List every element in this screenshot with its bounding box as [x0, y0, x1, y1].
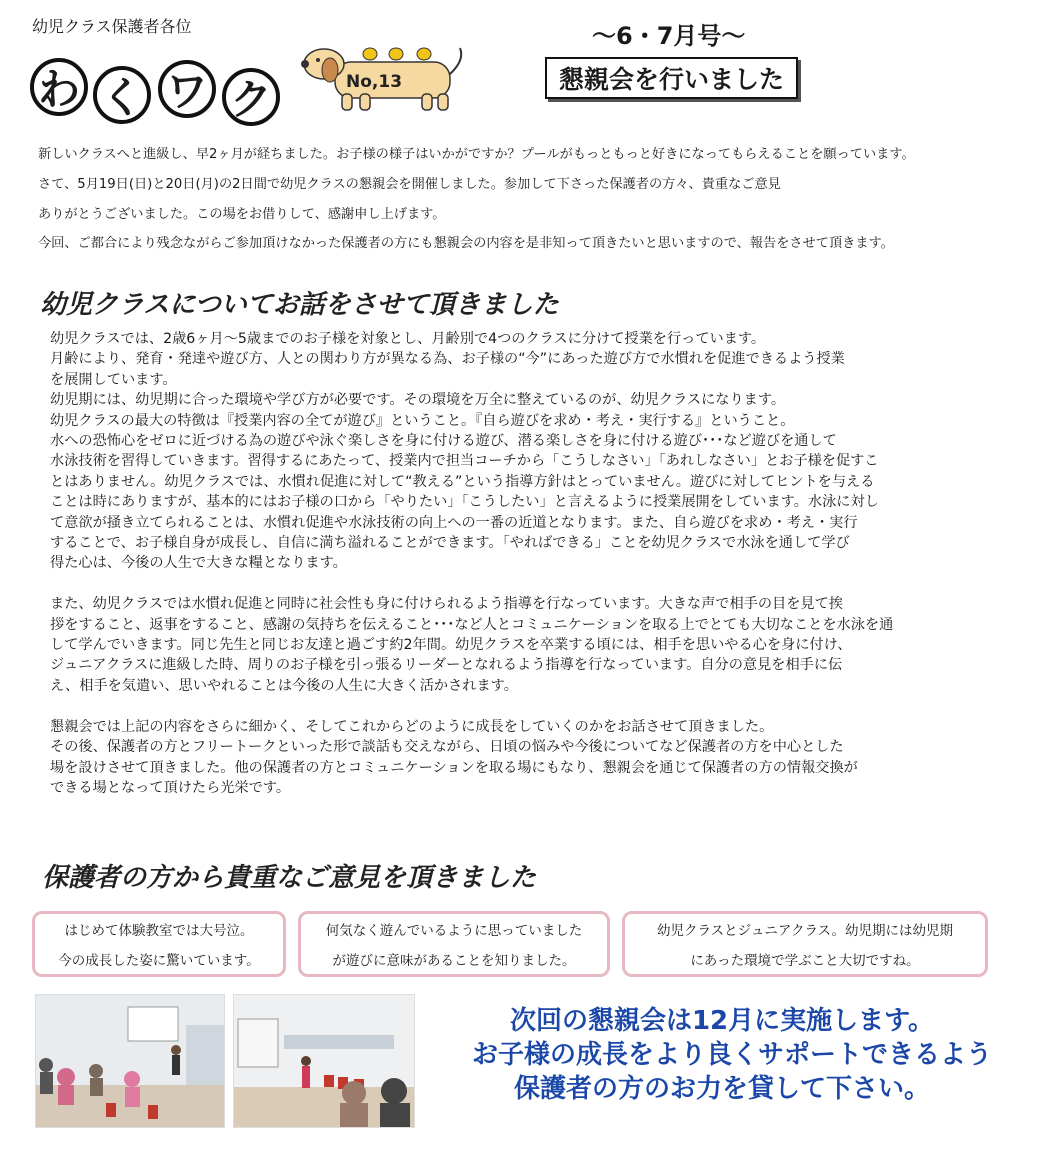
- notice-line: 保護者の方のお力を貸して下さい。: [513, 1074, 930, 1104]
- logo-char-1: わ: [30, 58, 88, 116]
- meeting-photo-1: [35, 994, 225, 1128]
- body-line: 幼児クラスでは、2歳6ヶ月～5歳までのお子様を対象とし、月齢別で4つのクラスに分けて授業を行っています。: [50, 331, 766, 347]
- body-line: を展開しています。: [50, 371, 177, 388]
- section-heading-1: 幼児クラスについてお話をさせて頂きました: [40, 290, 559, 320]
- section1-body: [50, 329, 985, 798]
- body-line: て意欲が掻き立てられることは、水慣れ促進や水泳技術の向上への一番の近道となります。また、自ら遊びを求め・考え・実行: [50, 514, 858, 531]
- body-line: 水への恐怖心をゼロに近づける為の遊びや泳ぐ楽しさを身に付ける遊び、潜る楽しさを身に付ける遊び･･･など遊びを通して: [50, 433, 837, 450]
- opinion-line: が遊びに意味があることを知りました。: [332, 953, 576, 969]
- headline: 懇親会を行いました: [545, 57, 798, 99]
- paragraph-gap: [50, 574, 985, 594]
- opinion-card-1: [32, 911, 286, 977]
- body-line: その後、保護者の方とフリートークといった形で談話も交えながら、日頃の悩みや今後についてなど保護者の方を中心とした: [50, 739, 844, 756]
- body-line: して学んでいきます。同じ先生と同じお友達と過ごす約2年間。幼児クラスを卒業する頃には、相手を思いやる心を身に付け、: [50, 637, 852, 654]
- paragraph-gap: [50, 696, 985, 716]
- opinion-card-2: [298, 911, 610, 977]
- addressee: 幼児クラス保護者各位: [32, 17, 192, 36]
- opinion-card-3: [622, 911, 988, 977]
- logo-char-4: ク: [222, 68, 280, 126]
- body-line: 懇親会では上記の内容をさらに細かく、そしてこれからどのように成長をしていくのかをお話させて頂きました。: [50, 718, 774, 735]
- logo-char-2: く: [93, 66, 151, 124]
- body-line: 幼児クラスの最大の特徴は『授業内容の全てが遊び』ということ。『自ら遊びを求め・考え・実行する』ということ。: [50, 412, 795, 429]
- opinion-line: はじめて体験教室では大号泣。: [64, 923, 254, 939]
- intro-line: 今回、ご都合により残念ながらご参加頂けなかった保護者の方にも懇親会の内容を是非知って頂きたいと思いますので、報告をさせて頂きます。: [38, 236, 894, 251]
- opinion-line: 何気なく遊んでいるように思っていました: [325, 923, 583, 939]
- body-line: 場を設けさせて頂きました。他の保護者の方とコミュニケーションを取る場にもなり、懇親会を通じて保護者の方の情報交換が: [50, 759, 858, 776]
- body-line: また、幼児クラスでは水慣れ促進と同時に社会性も身に付けられるよう指導を行なっています。大きな声で相手の目を見て挨: [50, 596, 843, 613]
- body-line: ことは時にありますが、基本的にはお子様の口から「やりたい」「こうしたい」と言えるように授業展開をしています。水泳に対し: [50, 494, 879, 511]
- body-line: ジュニアクラスに進級した時、周りのお子様を引っ張るリーダーとなれるよう指導を行なっています。自分の意見を相手に伝: [50, 657, 843, 674]
- body-line: 幼児期には、幼児期に合った環境や学び方が必要です。その環境を万全に整えているのが、幼児クラスになります。: [50, 392, 786, 409]
- notice-line: 次回の懇親会は12月に実施します。: [509, 1006, 935, 1036]
- next-meeting-notice: [472, 1004, 993, 1106]
- body-line: 水泳技術を習得していきます。習得するにあたって、授業内で担当コーチから「こうしなさい」「あれしなさい」とお子様を促すこ: [50, 453, 879, 470]
- issue-date: ～6・7月号～: [592, 22, 746, 50]
- logo-char-3: ワ: [158, 60, 216, 118]
- opinion-line: 幼児クラスとジュニアクラス。幼児期には幼児期: [657, 923, 953, 939]
- opinion-line: 今の成長した姿に驚いています。: [58, 953, 260, 969]
- body-line: 得た心は、今後の人生で大きな糧となります。: [50, 555, 347, 572]
- body-line: できる場となって頂けたら光栄です。: [50, 779, 291, 796]
- body-line: え、相手を気遣い、思いやれることは今後の人生に大きく活かされます。: [50, 677, 518, 694]
- intro-line: さて、5月19日(日)と20日(月)の2日間で幼児クラスの懇親会を開催しました。参加して下さった保護者の方々、貴重なご意見: [38, 177, 781, 192]
- body-line: することで、お子様自身が成長し、自信に満ち溢れることができます。「やればできる」ことを幼児クラスで水泳を通して学び: [50, 535, 850, 552]
- intro-line: 新しいクラスへと進級し、早2ヶ月が経ちました。お子様の様子はいかがですか？プールがもっともっと好きになってもらえることを願っています。: [38, 147, 915, 162]
- notice-line: お子様の成長をより良くサポートできるよう: [472, 1040, 993, 1070]
- meeting-photo-2: [233, 994, 415, 1128]
- body-line: 拶をすること、返事をすること、感謝の気持ちを伝えること･･･など人とコミュニケーションを取る上でとても大切なことを水泳を通: [50, 616, 894, 633]
- issue-number: No,13: [346, 72, 403, 92]
- intro-line: ありがとうございました。この場をお借りして、感謝申し上げます。: [38, 207, 446, 222]
- section-heading-2: 保護者の方から貴重なご意見を頂きました: [42, 863, 537, 893]
- body-line: 月齢により、発育・発達や遊び方、人との関わり方が異なる為、お子様の“今”にあった遊び方で水慣れを促進できるよう授業: [50, 351, 845, 368]
- opinion-line: にあった環境で学ぶこと大切ですね。: [690, 953, 920, 969]
- body-line: とはありません。幼児クラスでは、水慣れ促進に対して“教える”という指導方針はとっていません。遊びに対してヒントを与える: [50, 473, 875, 490]
